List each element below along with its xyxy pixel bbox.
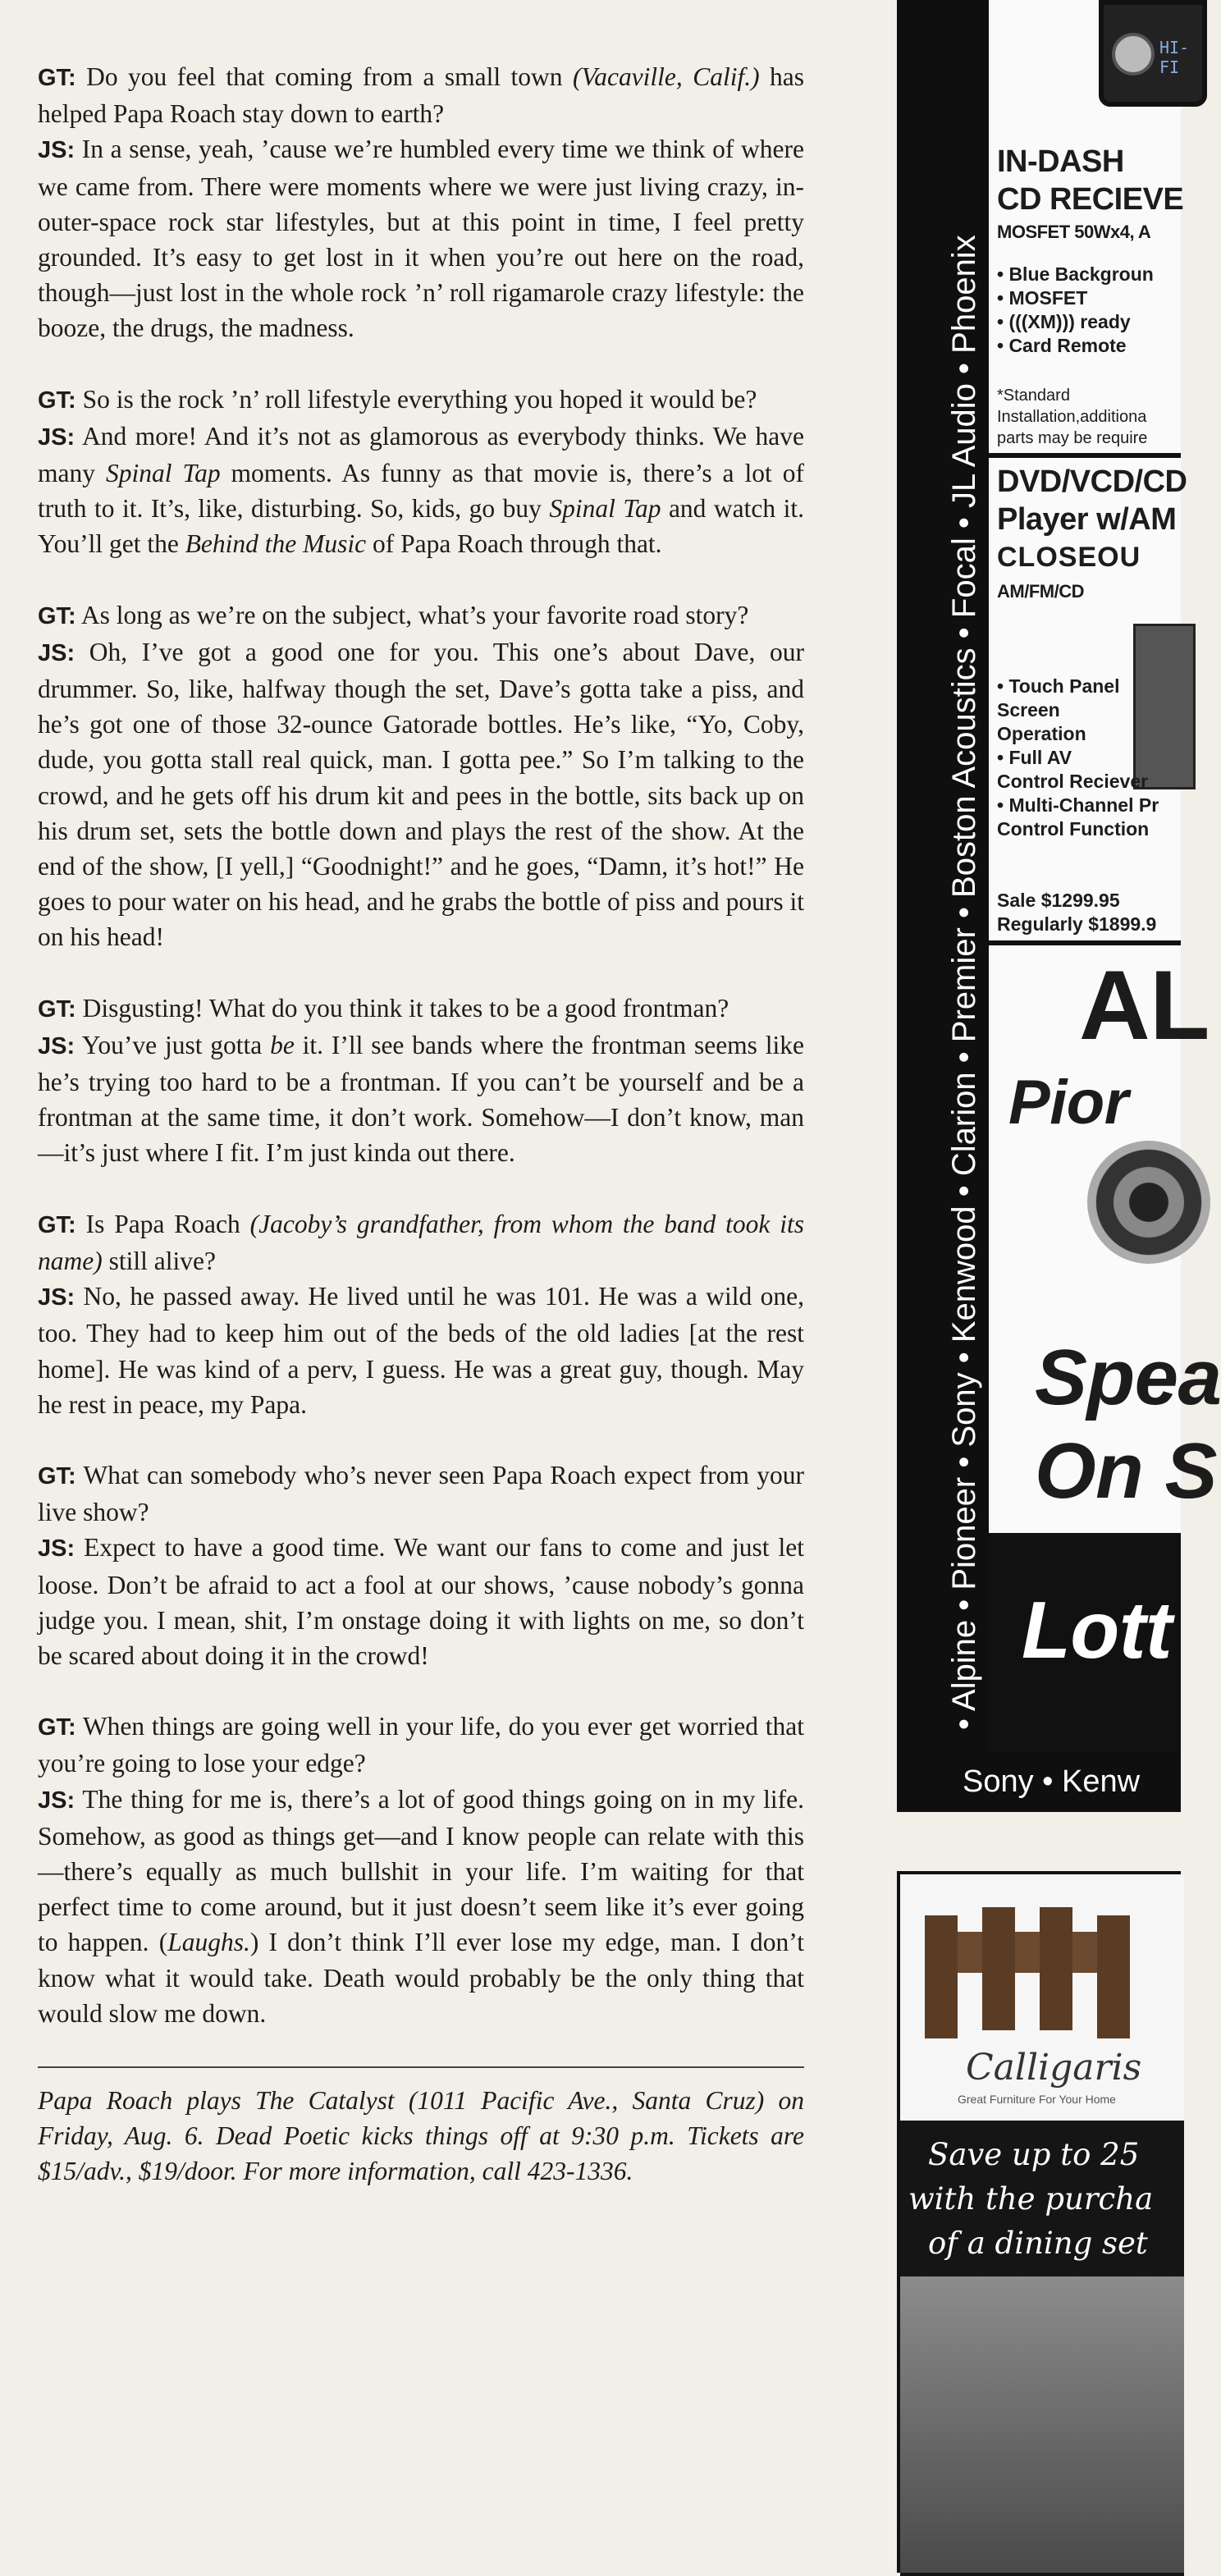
dvd-bullet: Control Function (997, 818, 1150, 840)
stereo-image (1099, 0, 1207, 107)
furniture-panel (900, 1874, 1184, 2121)
text: As long as we’re on the subject, what’s your favorite road story? (75, 600, 749, 629)
answer (38, 1279, 804, 1422)
qa-block (38, 1709, 804, 2031)
install-note: Installation,additiona (997, 408, 1147, 426)
answer (38, 634, 804, 955)
speaker-label: JS: (38, 1284, 75, 1311)
italic-text: (Vacaville, Calif.) (572, 62, 760, 91)
answer (38, 1530, 804, 1673)
stereo-label: HI-FI (1159, 38, 1190, 77)
calligaris-tagline: Great Furniture For Your Home (958, 2093, 1116, 2106)
speaker-label: GT: (38, 1211, 76, 1238)
speaker-label: JS: (38, 1032, 75, 1059)
speaker-label: GT: (38, 1714, 76, 1741)
italic-text: Laughs. (167, 1928, 250, 1957)
indash-bullet: • MOSFET (997, 287, 1088, 309)
text: When things are going well in your life, do you ever get worried that you’re going to lose your edge? (38, 1712, 804, 1778)
qa-block (38, 382, 804, 562)
install-note: parts may be require (997, 429, 1148, 447)
dvd-player-image (1133, 624, 1196, 789)
text: In a sense, yeah, ’cause we’re humbled every time we think of where we came from. There were moments where we were just living crazy, in-outer-space rock star lifestyles, but at this point in time, I feel pretty grounded. It’s easy to get lost in it when you’re out here on the road, though—just lost in the whole rock ’n’ roll rigamarole crazy lifestyle: the booze, the drugs, the madness. (38, 135, 804, 343)
question (38, 1206, 804, 1279)
text: Do you feel that coming from a small town (75, 62, 573, 91)
indash-bullet: • Card Remote (997, 335, 1127, 356)
furniture-ad (897, 1871, 1181, 2573)
qa-block (38, 597, 804, 955)
italic-text: Spinal Tap (105, 459, 221, 488)
text: and watch it. You’ll get the (38, 494, 804, 559)
qa-block (38, 991, 804, 1171)
text: Expect to have a good time. We want our fans to come and just let loose. Don’t be afraid to act a fool at our shows, ’cause nobody’s gonna judge you. I mean, shit, I’m onstage doing it with lights on me, so don’t be scared about doing it in the crowd! (38, 1533, 804, 1670)
brand-strip (900, 0, 985, 1751)
italic-text: Behind the Music (185, 529, 367, 559)
answer (38, 419, 804, 562)
text: No, he passed away. He lived until he was 101. He was a wild one, too. They had to keep him out of the beds of the old ladies [at the rest home]. He was kind of a perv, I guess. He was a great guy, though. May he rest in peace, my Papa. (38, 1282, 804, 1419)
dvd-bullet: • Multi-Channel Pr (997, 794, 1159, 816)
question (38, 597, 804, 634)
speaker-label: GT: (38, 1462, 76, 1489)
italic-text: (Jacoby’s grandfather, from whom the band took its name) (38, 1209, 804, 1275)
dining-room-photo (900, 2276, 1184, 2573)
divider (989, 940, 1181, 945)
answer (38, 131, 804, 345)
show-info: Papa Roach plays The Catalyst (1011 Pacific Ave., Santa Cruz) on Friday, Aug. 6. Dead Poetic kicks things off at 9:30 p.m. Tickets are $15/adv., $19/door. For more information, call 423-1336. (38, 2085, 804, 2186)
text: The thing for me is, there’s a lot of good things going on in my life. Somehow, as good as things get—and I know people can relate with this—there’s equally as much bullshit in your life. I’m waiting for that perfect time to come around, but it just doesn’t seem like it’s ever going to happen. ( (38, 1784, 804, 1957)
text: Oh, I’ve got a good one for you. This one’s about Dave, our drummer. So, like, halfway though the set, Dave’s gotta take a piss, and he’s got one of those 32-ounce Gatorade bottles. He’s like, “Yo, Coby, dude, you gotta stall real quick, man. I gotta pee.” So I’m talking to the crowd, and he gets off his drum kit and pees in the bottle, sits back up on his drum set, sets the bottle down and plays the rest of the show. At the end of the show, [I yell,] “Goodnight!” and he goes, “Damn, it’s hot!” He goes to pour water on his head, and he grabs the bottle of piss and pours it on his head! (38, 637, 804, 952)
article (38, 59, 804, 2189)
store-logo: Lott (1022, 1585, 1172, 1675)
promo-line: of a dining set (928, 2226, 1148, 2261)
indash-subtitle: MOSFET 50Wx4, A (997, 222, 1151, 242)
question (38, 1457, 804, 1530)
question (38, 1709, 804, 1781)
speaker-label: JS: (38, 137, 75, 164)
dvd-bullet: Operation (997, 723, 1086, 744)
car-audio-ad (897, 0, 1221, 1812)
divider (989, 1533, 1181, 1540)
text: What can somebody who’s never seen Papa Roach expect from your live show? (38, 1460, 804, 1527)
speaker-label: JS: (38, 639, 75, 666)
text: Disgusting! What do you think it takes to be a good frontman? (75, 993, 729, 1023)
speaker-label: GT: (38, 387, 76, 414)
text: has helped Papa Roach stay down to earth? (38, 62, 804, 129)
ad-panel (989, 0, 1221, 1751)
indash-bullet: • (((XM))) ready (997, 311, 1131, 332)
qa-block (38, 59, 804, 346)
text: still alive? (102, 1246, 216, 1275)
sale-price: Sale $1299.95 (997, 890, 1120, 911)
closeout-title: CLOSEOU (997, 542, 1141, 573)
question (38, 59, 804, 131)
cd-receiver-title: CD RECIEVE (997, 182, 1184, 217)
text: it. I’ll see bands where the frontman seems like he’s trying too hard to be a frontman. If you can’t be yourself and be a frontman at the same time, it don’t work. Somehow—I don’t know, man—it’s just where I fit. I’m just kinda out there. (38, 1030, 804, 1168)
dvd-title: DVD/VCD/CD (997, 464, 1187, 499)
divider (38, 2066, 804, 2068)
text: And more! And it’s not as glamorous as everybody thinks. We have many (38, 421, 804, 488)
dvd-subtitle: AM/FM/CD (997, 581, 1084, 602)
text: You’ve just gotta (75, 1030, 271, 1059)
speakers-headline: Spea (1035, 1334, 1221, 1421)
question (38, 991, 804, 1027)
install-note: *Standard (997, 387, 1070, 405)
speaker-image (1087, 1141, 1210, 1264)
question (38, 382, 804, 419)
speaker-label: GT: (38, 602, 76, 629)
qa-block (38, 1206, 804, 1422)
divider (989, 453, 1181, 458)
promo-line: with the purcha (908, 2181, 1154, 2217)
speaker-label: JS: (38, 1787, 75, 1814)
regular-price: Regularly $1899.9 (997, 913, 1157, 935)
interview (38, 59, 804, 2031)
speaker-label: GT: (38, 995, 76, 1023)
speaker-label: GT: (38, 65, 76, 91)
indash-bullet: • Blue Backgroun (997, 263, 1154, 285)
brand-list: • Alpine • Pioneer • Sony • Kenwood • Clarion • Premier • Boston Acoustics • Focal • JL Audio • Phoenix (946, 235, 982, 1730)
text: So is the rock ’n’ roll lifestyle everything you hoped it would be? (75, 384, 757, 414)
knob-icon (1112, 33, 1155, 75)
text: Is Papa Roach (75, 1209, 250, 1238)
dining-set-icon (900, 1883, 1184, 2063)
pioneer-logo: Pior (1008, 1068, 1128, 1137)
speaker-label: JS: (38, 1535, 75, 1563)
italic-text: be (270, 1030, 295, 1059)
dvd-bullet: Screen (997, 699, 1060, 721)
dvd-bullet: • Full AV (997, 747, 1072, 768)
dvd-title: Player w/AM (997, 502, 1177, 537)
italic-text: Spinal Tap (549, 494, 661, 524)
dvd-bullet: • Touch Panel (997, 675, 1120, 697)
bottom-brand-strip: Sony • Kenw (963, 1764, 1141, 1799)
qa-block (38, 1457, 804, 1673)
text: ) I don’t think I’ll ever lose my edge, man. I don’t know what it would take. Death would probably be the only thing that would slow me down. (38, 1928, 804, 2028)
indash-title: IN-DASH (997, 144, 1124, 179)
promo-line: Save up to 25 (928, 2137, 1140, 2172)
text: moments. As funny as that movie is, there’s a lot of truth to it. It’s, like, disturbing. So, kids, go buy (38, 459, 804, 524)
text: of Papa Roach through that. (366, 529, 662, 559)
calligaris-logo: Calligaris (966, 2047, 1142, 2089)
answer (38, 1027, 804, 1171)
speakers-headline: On S (1035, 1427, 1218, 1515)
speaker-label: JS: (38, 423, 75, 451)
promo-headline: AL (1079, 950, 1210, 1060)
answer (38, 1782, 804, 2031)
dvd-bullet: Control Reciever (997, 771, 1149, 792)
